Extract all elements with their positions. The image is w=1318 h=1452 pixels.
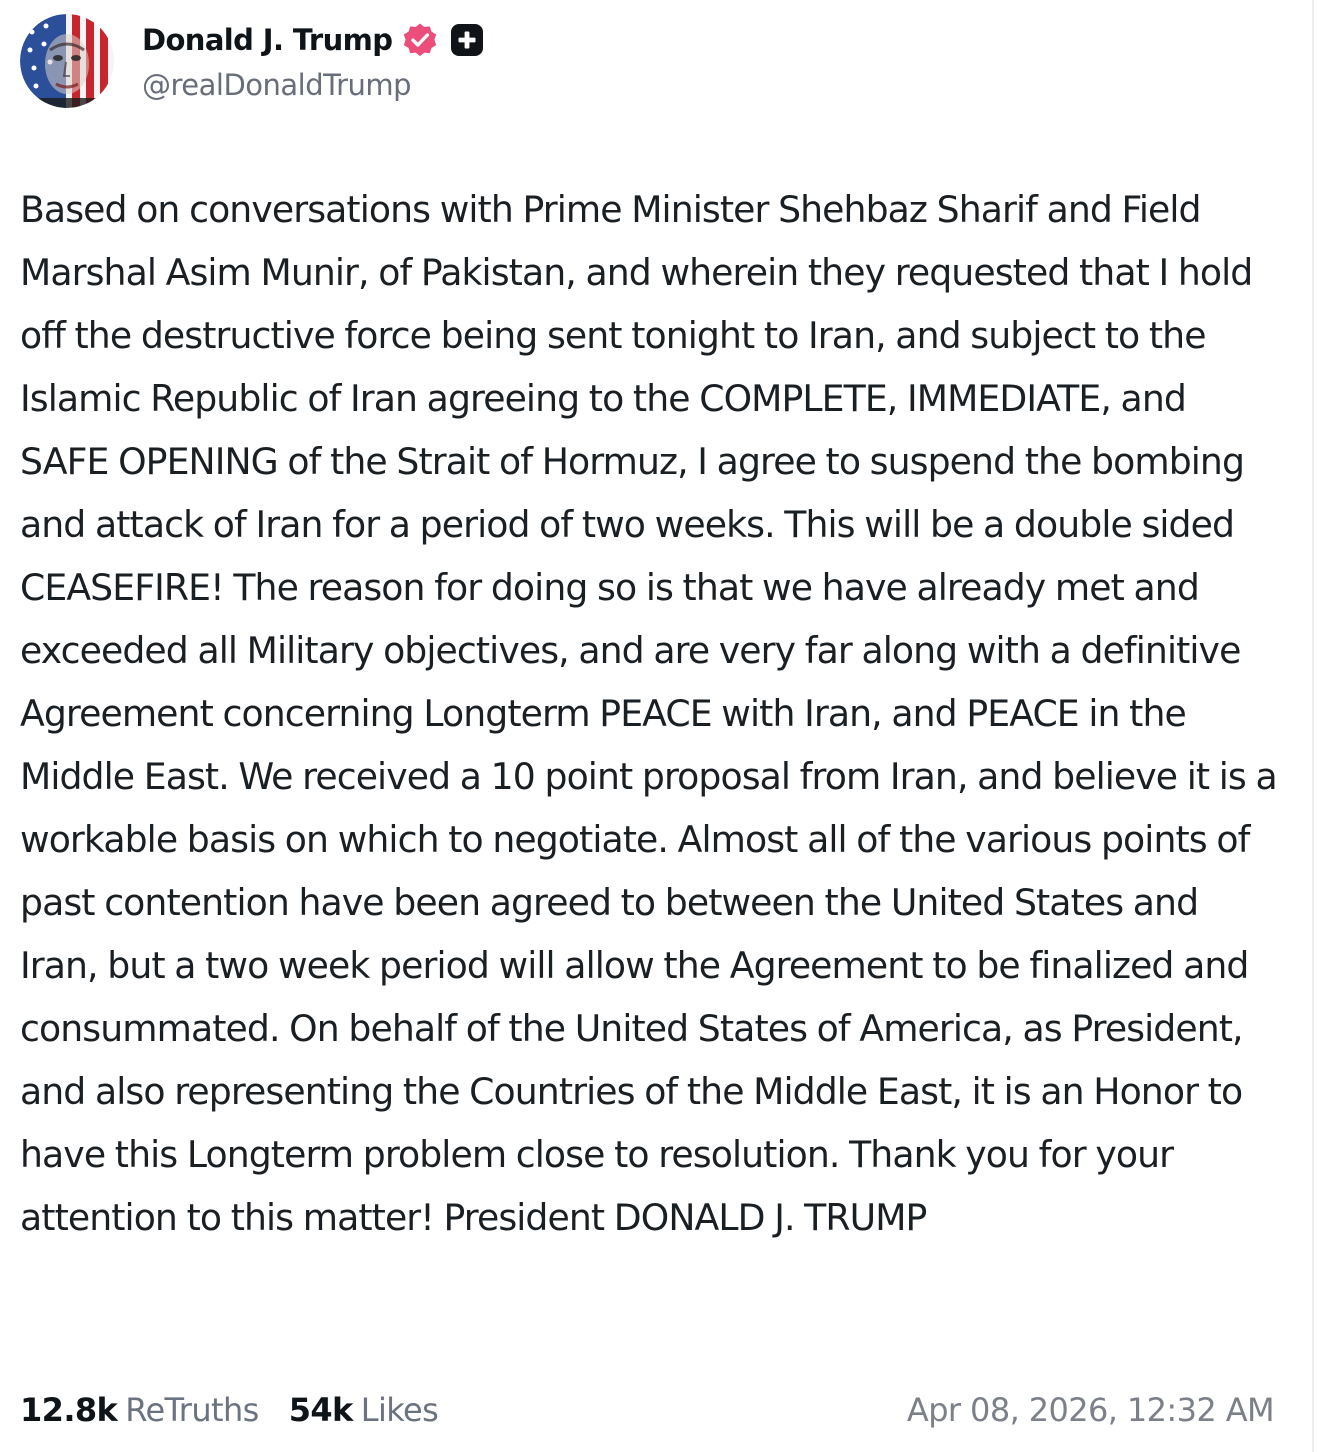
post-footer	[20, 1386, 1274, 1434]
retruths-count[interactable]: 12.8k	[20, 1391, 118, 1429]
author-handle[interactable]: @realDonaldTrump	[142, 68, 412, 102]
plus-badge-icon	[450, 23, 484, 57]
post-header	[20, 14, 1290, 110]
retruths-label[interactable]: ReTruths	[125, 1391, 259, 1429]
author-name-row	[142, 20, 484, 60]
likes-label[interactable]: Likes	[360, 1391, 439, 1429]
author-name[interactable]: Donald J. Trump	[142, 23, 393, 57]
author-info	[142, 14, 484, 102]
verified-badge-icon	[402, 22, 438, 58]
post	[20, 14, 1290, 1249]
avatar[interactable]	[20, 14, 114, 108]
post-body: Based on conversations with Prime Minister Shehbaz Sharif and Field Marshal Asim Munir, of Pakistan, and wherein they requested that I hold off the destructive force being sent tonight to Iran, and subject to the Islamic Republic of Iran agreeing to the COMPLETE, IMMEDIATE, and SAFE OPENING of the Strait of Hormuz, I agree to suspend the bombing and attack of Iran for a period of two weeks. This will be a double sided CEASEFIRE! The reason for doing so is that we have already met and exceeded all Military objectives, and are very far along with a definitive Agreement concerning Longterm PEACE with Iran, and PEACE in the Middle East. We received a 10 point proposal from Iran, and believe it is a workable basis on which to negotiate. Almost all of the various points of past contention have been agreed to between the United States and Iran, but a two week period will allow the Agreement to be finalized and consummated. On behalf of the United States of America, as President, and also representing the Countries of the Middle East, it is an Honor to have this Longterm problem close to resolution. Thank you for your attention to this matter! President DONALD J. TRUMP	[20, 188, 1287, 1239]
feed-divider	[1312, 0, 1314, 1452]
likes-count[interactable]: 54k	[288, 1391, 353, 1429]
post-timestamp[interactable]: Apr 08, 2026, 12:32 AM	[906, 1391, 1274, 1429]
